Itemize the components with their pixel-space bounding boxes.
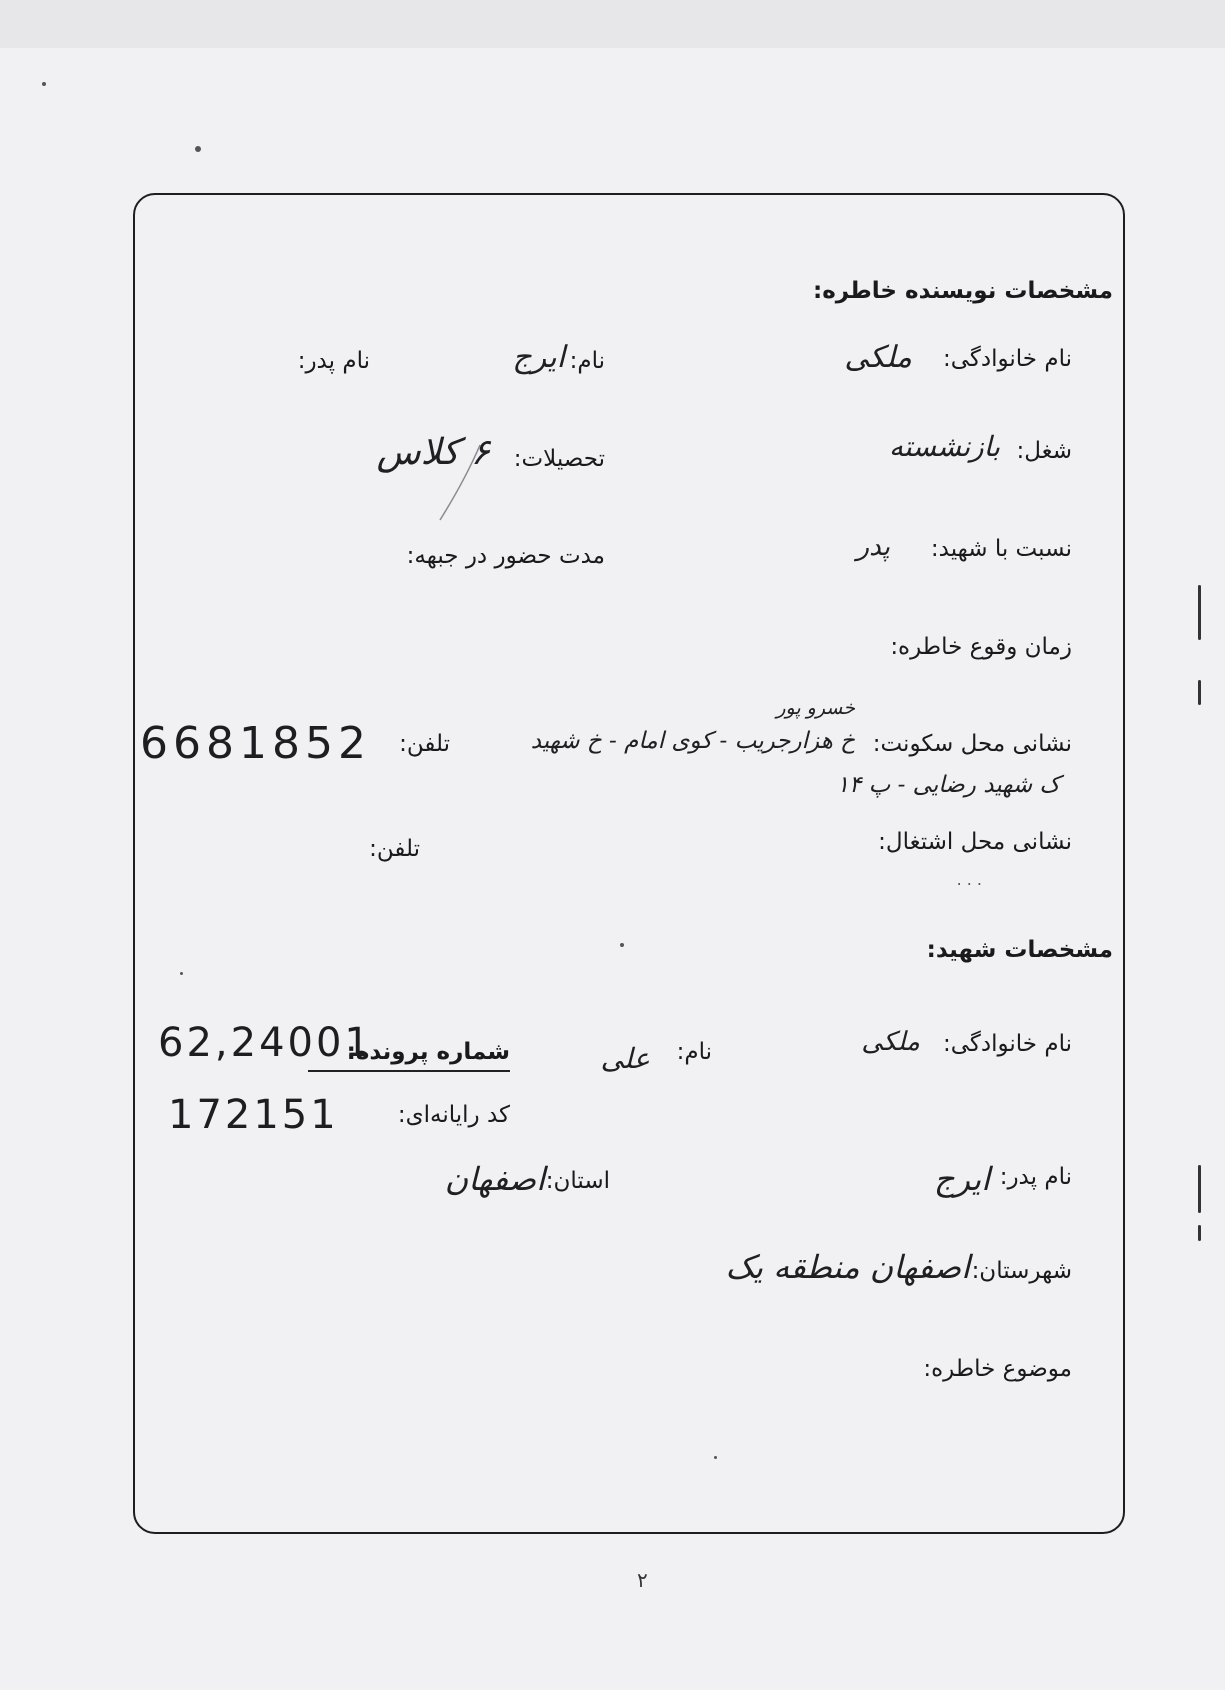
binding-mark	[1198, 1225, 1201, 1241]
home-phone-label: تلفن:	[399, 731, 450, 757]
writer-education-value: ۶ کلاس	[376, 432, 490, 473]
scan-speck	[195, 146, 201, 152]
file-number-value: 62,24001	[158, 1020, 373, 1066]
martyr-father-name-value: ایرج	[933, 1160, 990, 1198]
home-phone-value: 6681852	[140, 718, 371, 769]
file-number-label: شماره پرونده:	[346, 1039, 510, 1065]
writer-section-title: مشخصات نویسنده خاطره:	[813, 278, 1113, 304]
memory-subject-label: موضوع خاطره:	[923, 1356, 1072, 1382]
writer-relation-label: نسبت با شهید:	[930, 536, 1072, 562]
martyr-name-label: نام:	[676, 1039, 712, 1065]
writer-job-label: شغل:	[1016, 438, 1072, 464]
province-label: استان:	[545, 1168, 610, 1194]
writer-name-label: نام:	[569, 348, 605, 374]
martyr-family-name-label: نام خانوادگی:	[943, 1031, 1072, 1057]
martyr-family-name-value: ملکی	[861, 1027, 920, 1057]
pen-stroke	[420, 440, 500, 530]
writer-relation-value: پدر	[856, 532, 890, 562]
writer-father-name-label: نام پدر:	[297, 348, 370, 374]
scan-top-edge	[0, 0, 1225, 48]
work-phone-label: تلفن:	[369, 836, 420, 862]
scan-speck	[42, 82, 46, 86]
martyr-father-name-label: نام پدر:	[999, 1164, 1072, 1190]
writer-education-label: تحصیلات:	[513, 446, 605, 472]
writer-family-name-label: نام خانوادگی:	[943, 346, 1072, 372]
home-address-value-line1: خ هزارجریب - کوی امام - خ شهید	[530, 728, 855, 754]
writer-family-name-value: ملکی	[844, 340, 912, 375]
city-value: اصفهان منطقه یک	[725, 1248, 970, 1286]
work-address-label: نشانی محل اشتغال:	[878, 829, 1072, 855]
binding-mark	[1198, 1165, 1201, 1213]
province-value: اصفهان	[444, 1160, 545, 1198]
home-address-value-line2: ک شهید رضایی - پ ۱۴	[836, 772, 1060, 798]
memory-time-label: زمان وقوع خاطره:	[890, 634, 1072, 660]
form-frame	[133, 193, 1125, 1534]
martyr-section-title: مشخصات شهید:	[926, 937, 1113, 963]
page-number: ۲	[637, 1568, 648, 1592]
file-number-underline	[308, 1070, 510, 1072]
home-address-value-extra: خسرو پور	[776, 697, 855, 719]
city-label: شهرستان:	[971, 1258, 1072, 1284]
martyr-name-value: علی	[600, 1042, 650, 1075]
computer-code-value: 172151	[168, 1092, 339, 1138]
computer-code-label: کد رایانه‌ای:	[397, 1102, 510, 1128]
dots: . . .	[956, 870, 982, 889]
binding-mark	[1198, 680, 1201, 705]
binding-mark	[1198, 585, 1201, 640]
front-duration-label: مدت حضور در جبهه:	[406, 543, 605, 569]
writer-job-value: بازنشسته	[888, 430, 1000, 463]
home-address-label: نشانی محل سکونت:	[872, 731, 1072, 757]
writer-name-value: ایرج	[512, 340, 565, 375]
